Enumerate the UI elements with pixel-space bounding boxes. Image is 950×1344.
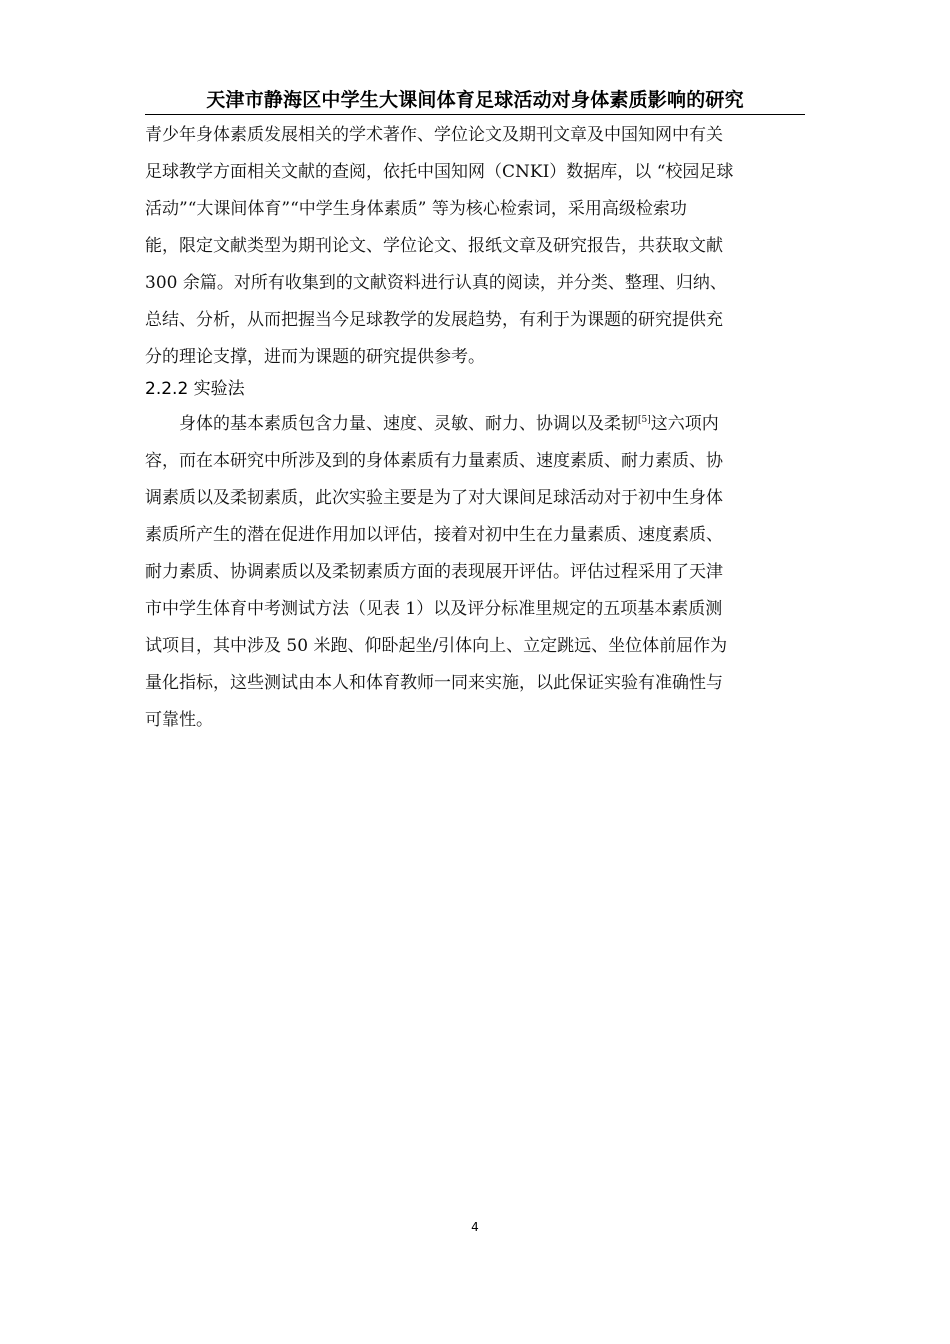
paragraph-line: 总结、分析，从而把握当今足球教学的发展趋势，有利于为课题的研究提供充 — [145, 310, 723, 330]
paragraph-line: 试项目，其中涉及 50 米跑、仰卧起坐/引体向上、立定跳远、坐位体前屈作为 — [145, 636, 728, 656]
line-text: 身体的基本素质包含力量、速度、灵敏、耐力、协调以及柔韧 — [145, 414, 638, 434]
citation-marker: [5] — [638, 415, 651, 425]
paragraph-line: 青少年身体素质发展相关的学术著作、学位论文及期刊文章及中国知网中有关 — [145, 125, 723, 145]
running-header-title: 天津市静海区中学生大课间体育足球活动对身体素质影响的研究 — [206, 89, 744, 111]
paragraph-line: 耐力素质、协调素质以及柔韧素质方面的表现展开评估。评估过程采用了天津 — [145, 562, 723, 582]
paragraph-line: 足球教学方面相关文献的查阅，依托中国知网（CNKI）数据库，以 “校园足球 — [145, 162, 734, 182]
paragraph-line: 市中学生体育中考测试方法（见表 1）以及评分标准里规定的五项基本素质测 — [145, 599, 723, 619]
paragraph-literature-review — [145, 117, 805, 376]
paragraph-line: 能，限定文献类型为期刊论文、学位论文、报纸文章及研究报告，共获取文献 — [145, 236, 723, 256]
paragraph-line: 活动”“大课间体育”“中学生身体素质” 等为核心检索词，采用高级检索功 — [145, 199, 687, 219]
paragraph-line: 容，而在本研究中所涉及到的身体素质有力量素质、速度素质、耐力素质、协 — [145, 451, 723, 471]
paragraph-line: 300 余篇。对所有收集到的文献资料进行认真的阅读，并分类、整理、归纳、 — [145, 273, 727, 293]
paragraph-line: 量化指标，这些测试由本人和体育教师一同来实施，以此保证实验有准确性与 — [145, 673, 723, 693]
page-number: 4 — [471, 1220, 479, 1234]
paragraph-line: 分的理论支撑，进而为课题的研究提供参考。 — [145, 347, 485, 367]
header-rule — [145, 114, 805, 115]
paragraph-line: 调素质以及柔韧素质，此次实验主要是为了对大课间足球活动对于初中生身体 — [145, 488, 723, 508]
paragraph-experiment-method — [145, 406, 805, 739]
line-text: 这六项内 — [650, 414, 719, 434]
section-heading-experiment-method: 2.2.2 实验法 — [145, 379, 245, 399]
paragraph-line-first — [145, 406, 805, 443]
paragraph-line: 可靠性。 — [145, 710, 213, 730]
paragraph-line: 素质所产生的潜在促进作用加以评估，接着对初中生在力量素质、速度素质、 — [145, 525, 723, 545]
